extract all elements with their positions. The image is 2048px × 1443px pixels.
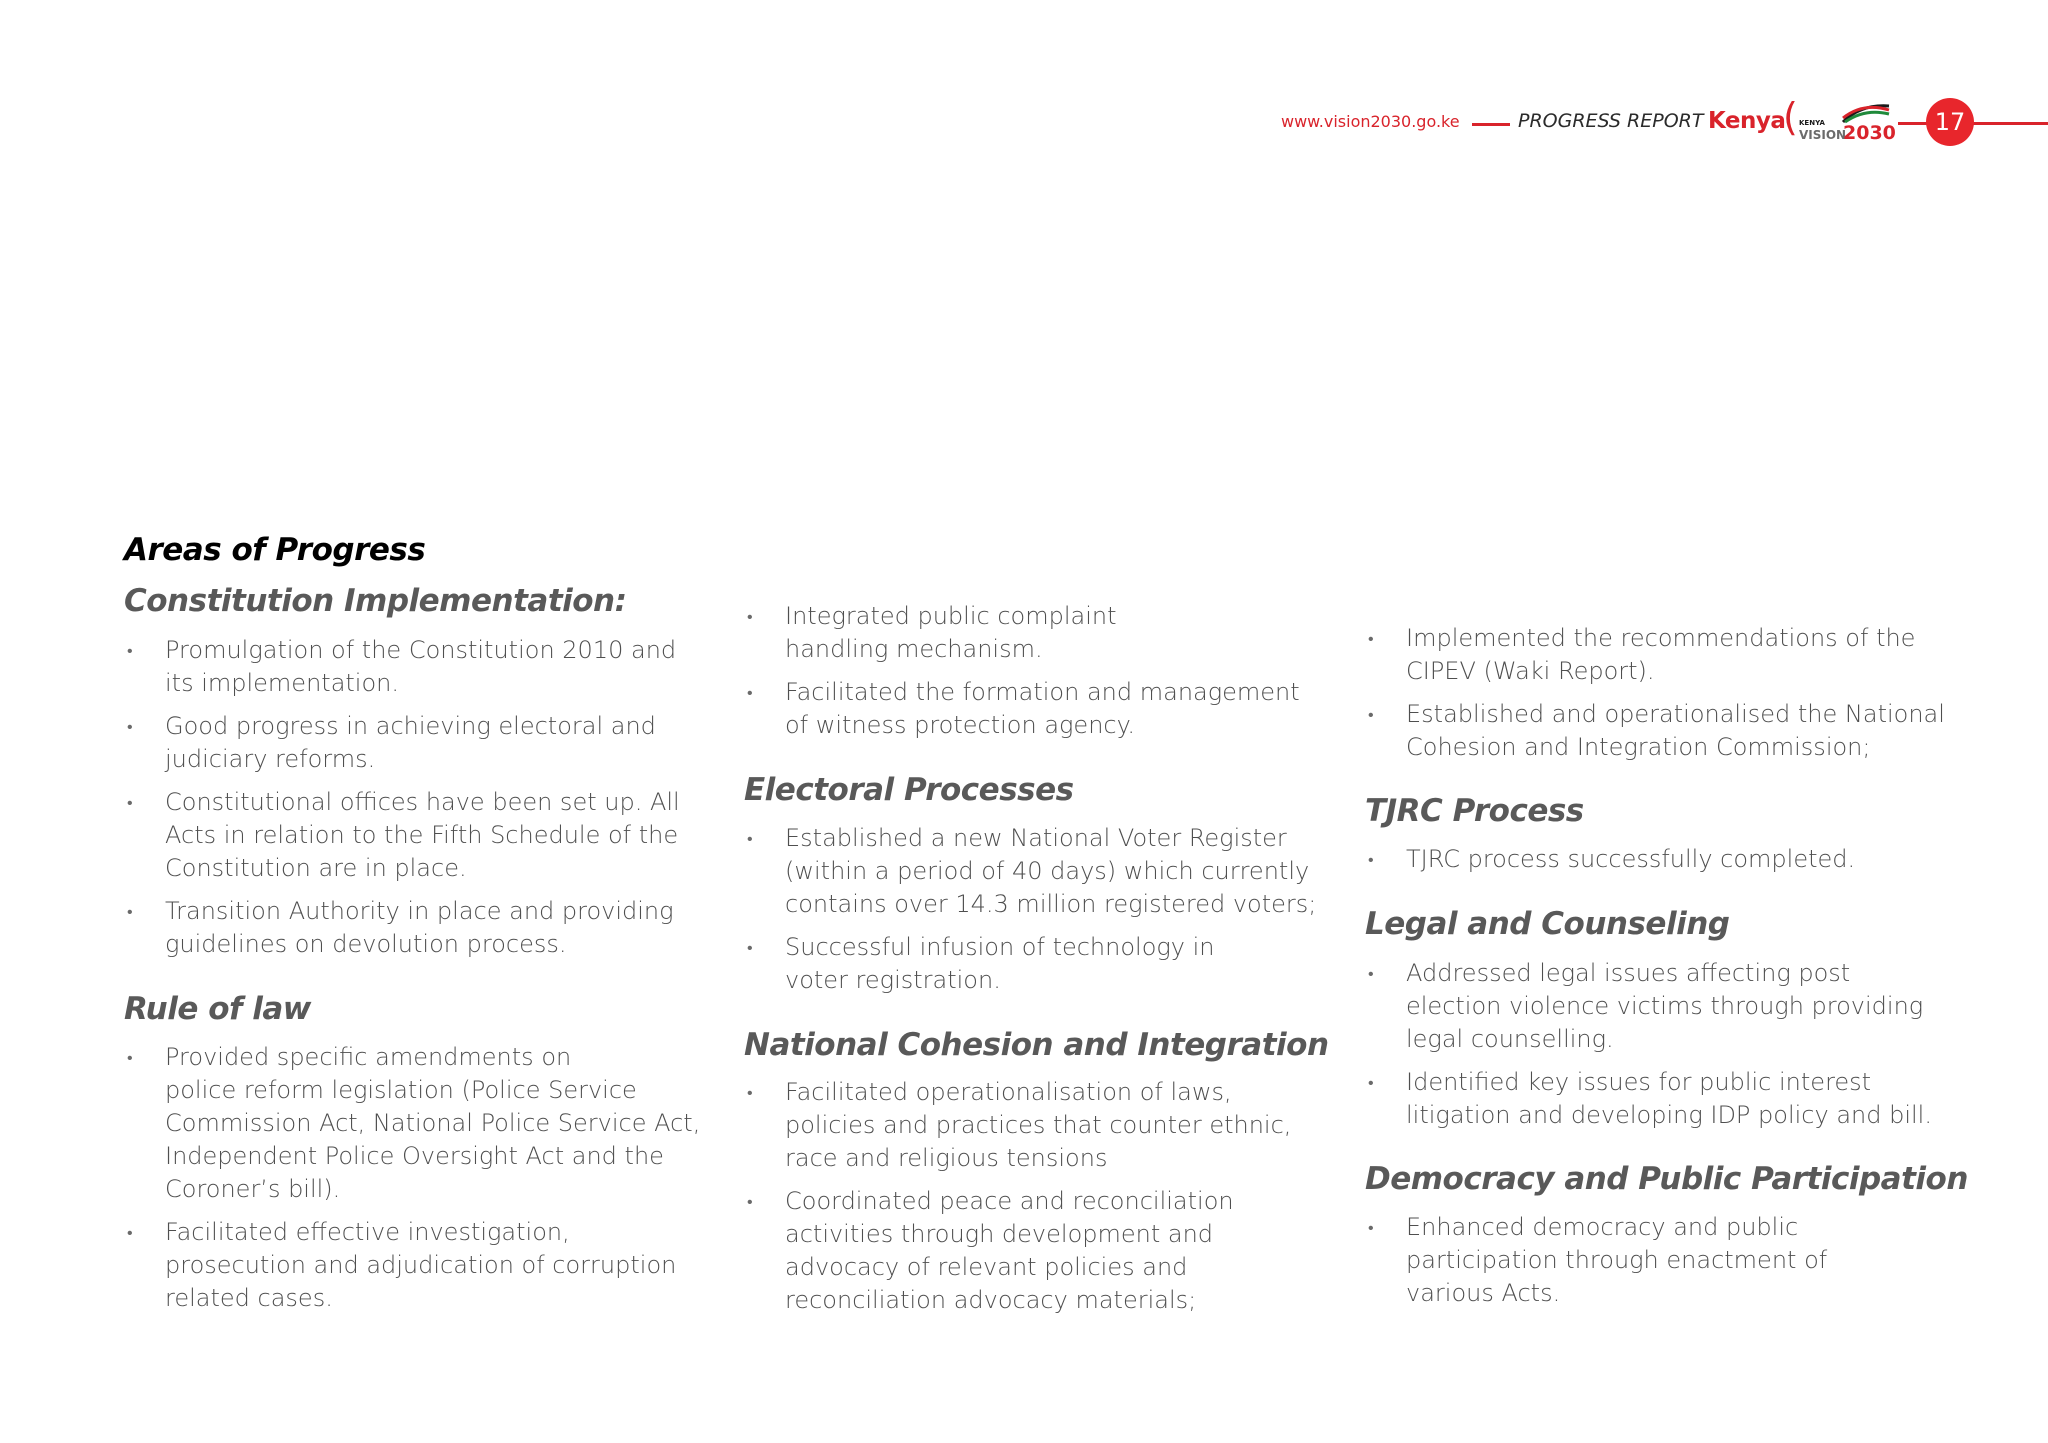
section-heading-constitution: Constitution Implementation: xyxy=(124,583,627,619)
list-item: • Integrated public complaint handling mechanism. xyxy=(744,600,1324,666)
section-heading-democracy: Democracy and Public Participation xyxy=(1365,1161,1968,1197)
list-item: • Successful infusion of technology in voter registration. xyxy=(744,931,1324,997)
section-heading-electoral: Electoral Processes xyxy=(744,772,1074,808)
logo-vision-text: VISION xyxy=(1799,128,1847,142)
logo-bracket: ( xyxy=(1783,95,1798,139)
list-item: • Established a new National Voter Register (within a period of 40 days) which currently contains over 14.3 million registered voters; xyxy=(744,822,1324,921)
list-item: • Facilitated the formation and management of witness protection agency. xyxy=(744,676,1324,742)
list-item: • Coordinated peace and reconciliation activities through development and advocacy of relevant policies and reconciliation advocacy materials; xyxy=(744,1185,1324,1317)
list-item: • Constitutional offices have been set up. All Acts in relation to the Fifth Schedule of the Constitution are in place. xyxy=(124,786,704,885)
bullet-list-electoral xyxy=(744,822,1324,1007)
page-title: Areas of Progress xyxy=(124,532,426,568)
report-label: PROGRESS REPORT xyxy=(1518,110,1704,132)
website-url[interactable]: www.vision2030.go.ke xyxy=(1281,112,1460,131)
list-item: • Provided specific amendments on police reform legislation (Police Service Commission Act, National Police Service Act, Independent Police Oversight Act and the Coroner’s bill). xyxy=(124,1041,704,1206)
logo-year-text: 2030 xyxy=(1843,122,1896,144)
kenya-brand-logo: Kenya xyxy=(1708,108,1786,134)
section-heading-cohesion: National Cohesion and Integration xyxy=(744,1027,1329,1063)
list-item: • Identified key issues for public interest litigation and developing IDP policy and bill. xyxy=(1365,1066,1965,1132)
list-item: • Transition Authority in place and providing guidelines on devolution process. xyxy=(124,895,704,961)
page-number-badge: 17 xyxy=(1926,98,1974,146)
list-item: • Addressed legal issues affecting post election violence victims through providing legal counselling. xyxy=(1365,957,1965,1056)
bullet-list-cohesion xyxy=(744,1076,1324,1327)
bullet-list-democracy xyxy=(1365,1211,1965,1320)
bullet-list-rule-of-law xyxy=(124,1041,704,1325)
list-item: • Good progress in achieving electoral and judiciary reforms. xyxy=(124,710,704,776)
section-heading-tjrc: TJRC Process xyxy=(1365,793,1584,829)
bullet-list-intro-middle xyxy=(744,600,1324,752)
flag-swoosh-icon xyxy=(1841,102,1891,124)
bullet-list-legal xyxy=(1365,957,1965,1142)
list-item: • Established and operationalised the National Cohesion and Integration Commission; xyxy=(1365,698,1965,764)
bullet-list-tjrc xyxy=(1365,843,1965,886)
page-header xyxy=(0,96,2048,156)
section-heading-legal: Legal and Counseling xyxy=(1365,906,1730,942)
list-item: • Implemented the recommendations of the CIPEV (Waki Report). xyxy=(1365,622,1965,688)
bullet-list-intro-right xyxy=(1365,622,1965,774)
list-item: • Promulgation of the Constitution 2010 and its implementation. xyxy=(124,634,704,700)
logo-kenya-text: KENYA xyxy=(1799,119,1825,127)
list-item: • TJRC process successfully completed. xyxy=(1365,843,1965,876)
list-item: • Enhanced democracy and public participation through enactment of various Acts. xyxy=(1365,1211,1965,1310)
bullet-list-constitution xyxy=(124,634,704,971)
vision-2030-logo xyxy=(1783,95,1896,146)
header-dash xyxy=(1472,123,1510,126)
list-item: • Facilitated operationalisation of laws, policies and practices that counter ethnic, race and religious tensions xyxy=(744,1076,1324,1175)
section-heading-rule-of-law: Rule of law xyxy=(124,991,311,1027)
list-item: • Facilitated effective investigation, prosecution and adjudication of corruption related cases. xyxy=(124,1216,704,1315)
